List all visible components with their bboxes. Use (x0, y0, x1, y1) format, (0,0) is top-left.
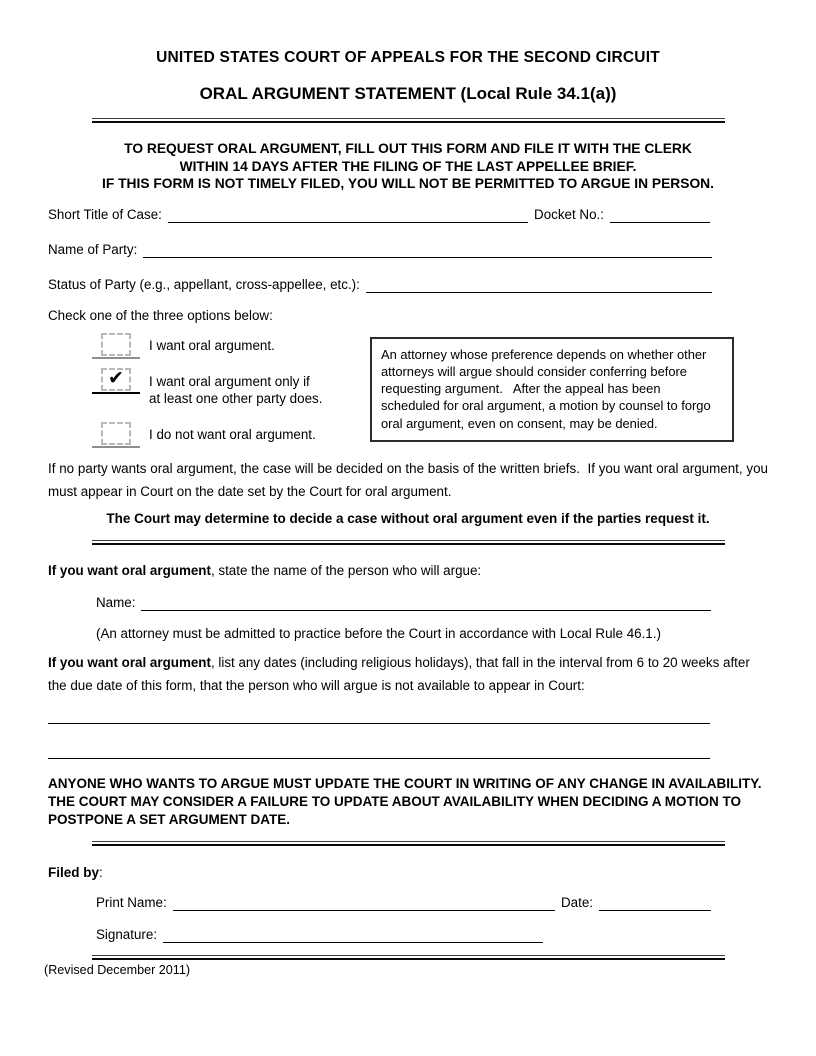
options-column (48, 329, 370, 448)
option-want-argument-label: I want oral argument. (149, 338, 275, 354)
divider-rule-filed-by (92, 841, 725, 846)
unavailable-dates-intro-bold: If you want oral argument (48, 654, 211, 670)
signature-field[interactable] (163, 928, 543, 943)
form-title: ORAL ARGUMENT STATEMENT (Local Rule 34.1(a)) (199, 84, 617, 103)
date-field[interactable] (599, 896, 711, 911)
checkbox-box-icon[interactable] (101, 368, 131, 391)
date-label: Date: (560, 895, 593, 911)
print-name-label: Print Name: (96, 895, 167, 911)
argue-name-intro-bold: If you want oral argument (48, 562, 211, 578)
arguer-name-field[interactable] (141, 596, 711, 611)
docket-no-field[interactable] (610, 208, 710, 223)
advisory-line-1: An attorney whose preference depends on whether other (381, 346, 707, 362)
divider-rule-middle (92, 540, 725, 545)
instruction-line-3: IF THIS FORM IS NOT TIMELY FILED, YOU WILL NOT BE PERMITTED TO ARGUE IN PERSON. (102, 176, 714, 192)
arguer-name-row (96, 595, 711, 611)
option-want-only-if-others (92, 367, 370, 407)
option-want-only-if-others-label: I want oral argument only if at least one other party does. (149, 374, 323, 407)
advisory-line-3: requesting argument. After the appeal has been (381, 381, 661, 397)
option-want-argument (92, 333, 370, 359)
options-heading: Check one of the three options below: (48, 307, 273, 323)
option-do-not-want (92, 422, 370, 448)
arguer-name-label: Name: (96, 594, 136, 610)
filing-instructions (48, 140, 768, 193)
unavailable-dates-intro-rest: , list any dates (including religious holidays), that fall in the interval from 6 to 20 weeks after the due date of this form, that the person who will argue is not available to appear in Court: (48, 654, 750, 693)
argue-name-intro (48, 563, 768, 578)
options-and-advisory (48, 329, 768, 448)
unavailable-dates-field-2[interactable] (48, 758, 710, 759)
court-determination-note: The Court may determine to decide a case without oral argument even if the parties request it. (106, 510, 710, 526)
signature-label: Signature: (96, 927, 158, 943)
attorney-admission-note: (An attorney must be admitted to practice before the Court in accordance with Local Rule 46.1.) (96, 625, 661, 641)
advisory-line-4: scheduled for oral argument, a motion by counsel to forgo (381, 398, 711, 414)
written-briefs-paragraph: If no party wants oral argument, the case will be decided on the basis of the written briefs. If you want oral argument, you must appear in Court on the date set by the Court for oral argument. (48, 460, 772, 499)
advisory-line-2: attorneys will argue should consider conferring before (381, 363, 687, 379)
option-do-not-want-label: I do not want oral argument. (149, 427, 316, 443)
instruction-line-1: TO REQUEST ORAL ARGUMENT, FILL OUT THIS FORM AND FILE IT WITH THE CLERK (124, 141, 692, 156)
checkbox-box-icon[interactable] (101, 422, 131, 445)
name-of-party-field[interactable] (143, 243, 712, 258)
short-title-row (48, 207, 710, 223)
filed-by-heading: Filed by: (48, 865, 103, 881)
signature-row (96, 927, 768, 943)
print-name-field[interactable] (173, 896, 555, 911)
attorney-advisory-box (370, 337, 734, 442)
checkbox-do-not-want[interactable] (92, 422, 140, 448)
short-title-label: Short Title of Case: (48, 206, 162, 222)
unavailable-dates-intro (48, 651, 768, 697)
revision-date: (Revised December 2011) (44, 963, 191, 978)
argue-name-intro-rest: , state the name of the person who will argue: (210, 562, 482, 578)
checkbox-want-only-if-others[interactable] (92, 368, 140, 394)
unavailable-dates-field-1[interactable] (48, 723, 710, 724)
name-of-party-row (48, 242, 712, 258)
checkbox-want-argument[interactable] (92, 333, 140, 359)
update-availability-notice: ANYONE WHO WANTS TO ARGUE MUST UPDATE THE COURT IN WRITING OF ANY CHANGE IN AVAILABILITY. THE COURT MAY CONSIDER A FAILURE TO UPDATE ABOUT AVAILABILITY WHEN DECIDING A MOTION TO POSTPONE A SET ARGUMENT DATE. (48, 775, 762, 828)
divider-rule-bottom (92, 955, 725, 960)
status-of-party-row (48, 277, 712, 293)
print-name-row (96, 895, 711, 911)
checkmark-icon: ✔ (108, 367, 124, 389)
court-title: UNITED STATES COURT OF APPEALS FOR THE SECOND CIRCUIT (156, 49, 660, 66)
checkbox-box-icon[interactable] (101, 333, 131, 356)
name-of-party-label: Name of Party: (48, 241, 138, 257)
advisory-line-5: oral argument, even on consent, may be denied. (381, 415, 658, 431)
short-title-field[interactable] (168, 208, 528, 223)
divider-rule-top (92, 118, 725, 123)
status-of-party-label: Status of Party (e.g., appellant, cross-appellee, etc.): (48, 276, 360, 292)
docket-no-label: Docket No.: (534, 206, 604, 222)
instruction-line-2: WITHIN 14 DAYS AFTER THE FILING OF THE LAST APPELLEE BRIEF. (179, 158, 637, 174)
status-of-party-field[interactable] (366, 278, 712, 293)
